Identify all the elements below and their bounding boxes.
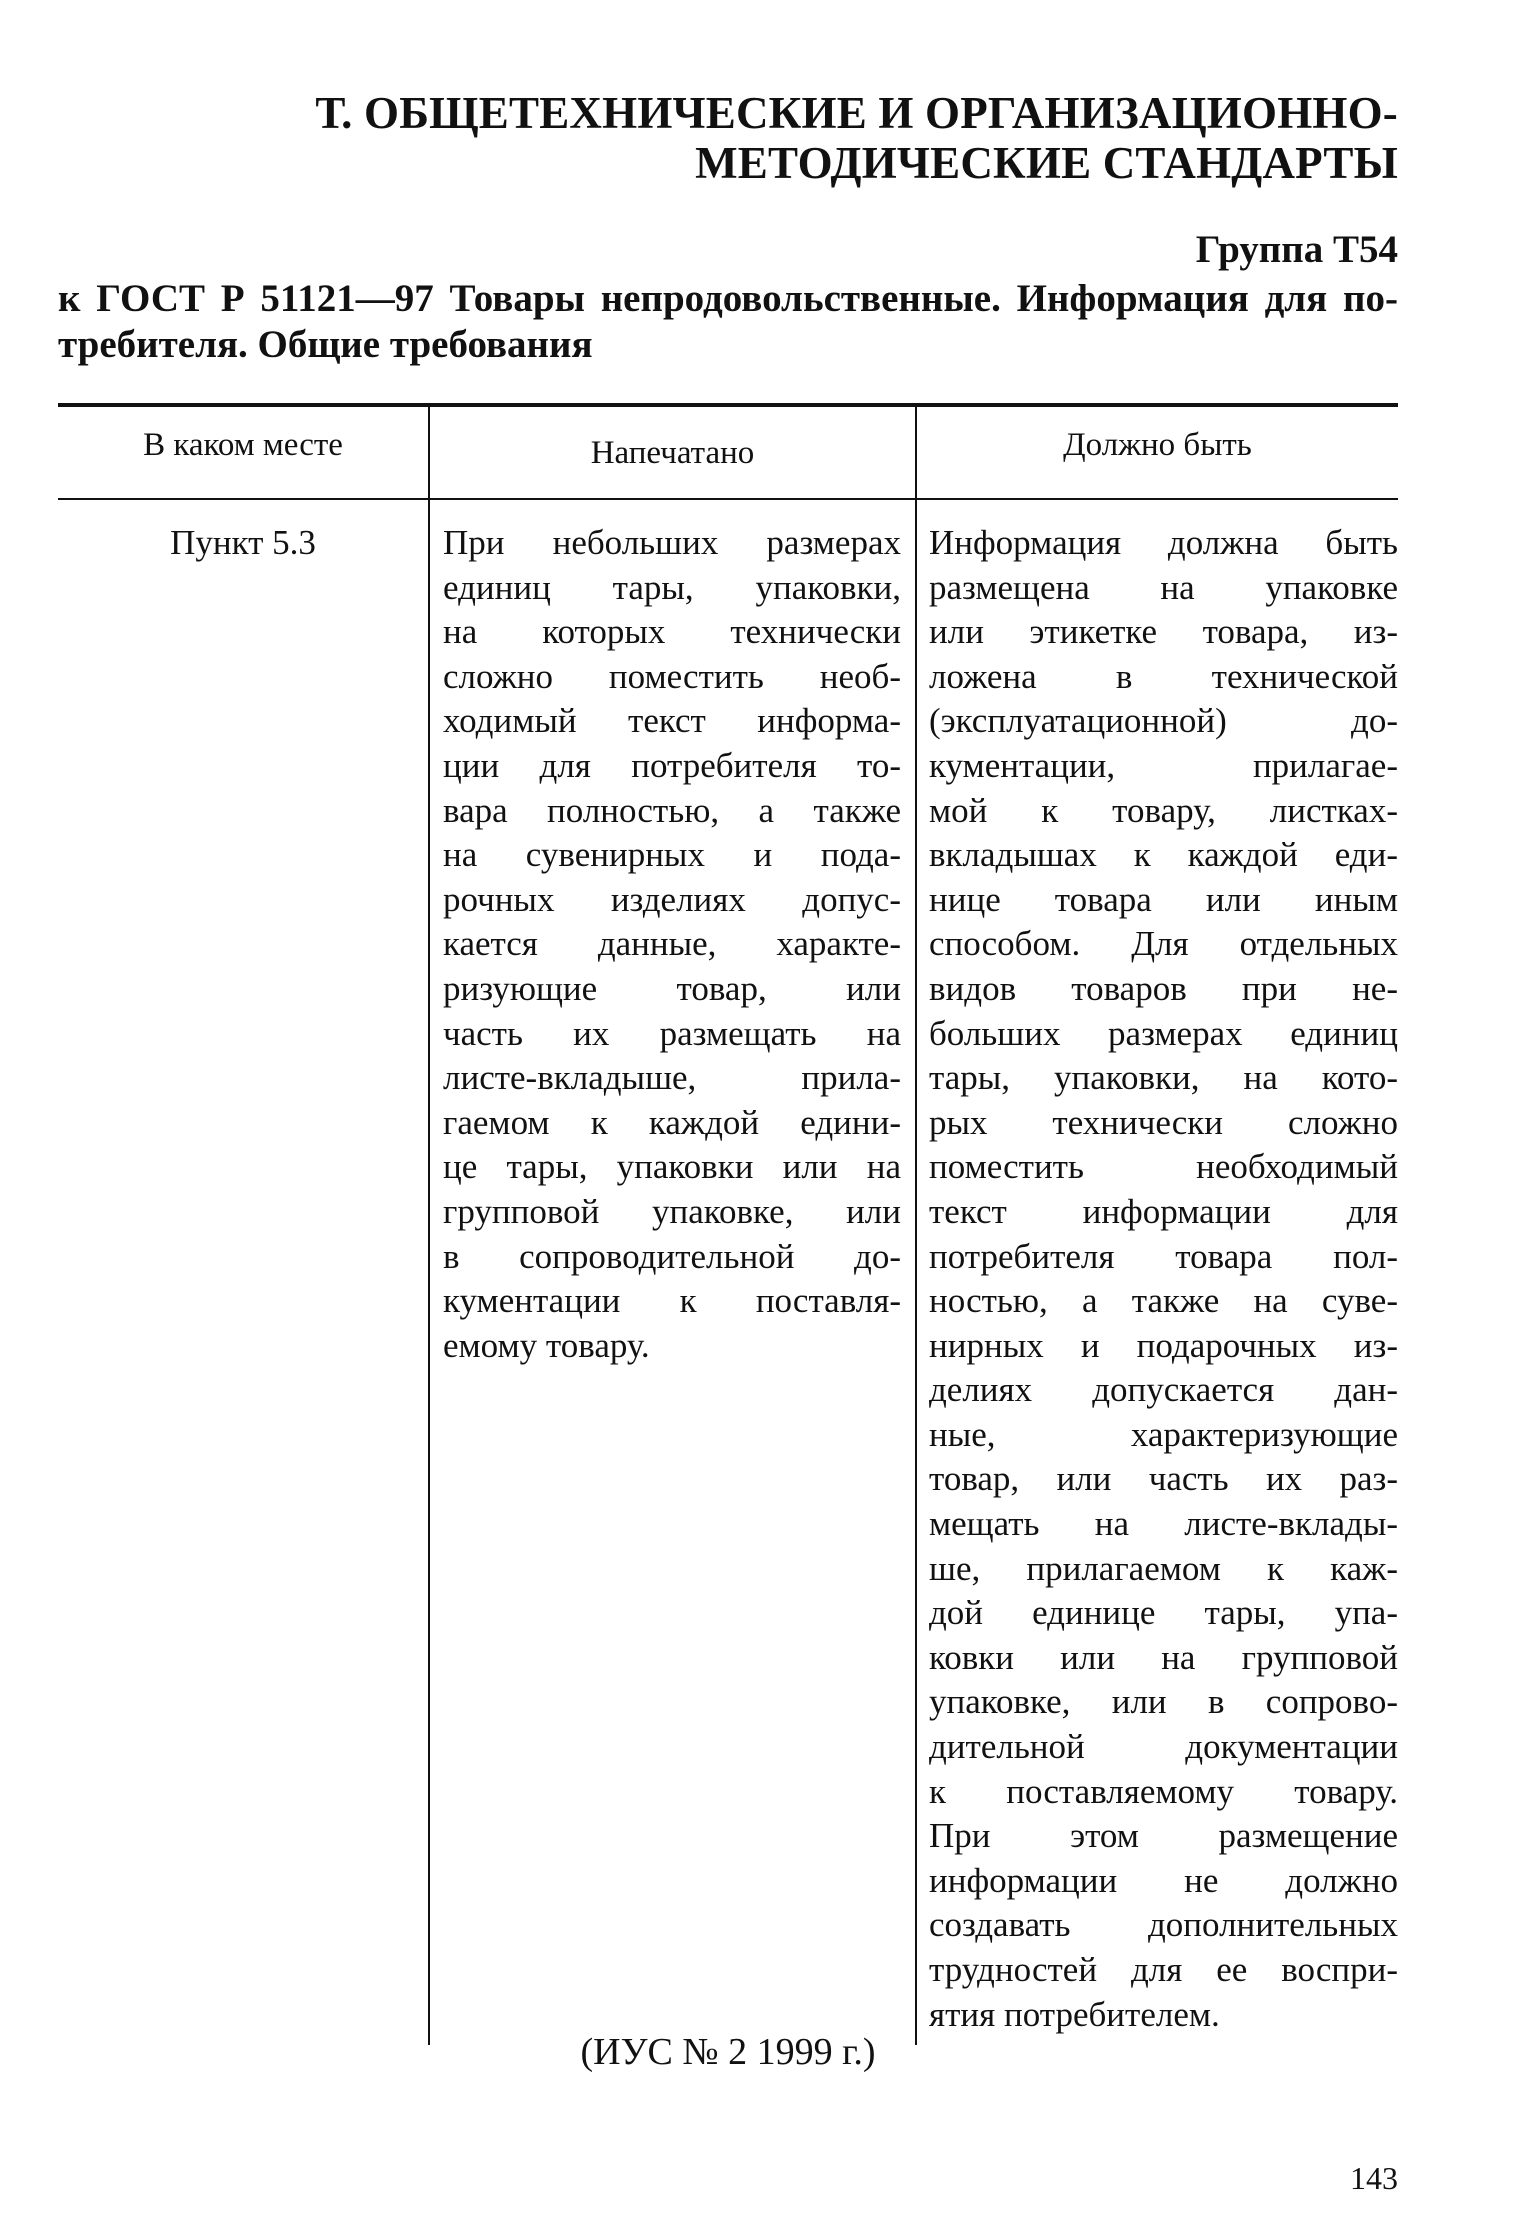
correct-text-line: ковки или на групповой (929, 1637, 1398, 1677)
table-header-rule (58, 498, 1398, 500)
correct-text-line: дой единице тары, упа- (929, 1593, 1398, 1633)
printed-text-line: на сувенирных и пода- (443, 835, 901, 875)
printed-text-line: гаемом к каждой едини- (443, 1102, 901, 1142)
printed-text-line: ции для потребителя то- (443, 745, 901, 785)
printed-text-line: це тары, упаковки или на (443, 1147, 901, 1187)
correct-text-line: дительной документации (929, 1727, 1398, 1767)
correct-text-line: тары, упаковки, на кото- (929, 1058, 1398, 1098)
correct-text-line: кументации, прилагае- (929, 745, 1398, 785)
correct-text-line: Информация должна быть (929, 523, 1398, 562)
correct-text-line: ностью, а также на суве- (929, 1281, 1398, 1321)
printed-text-line: на которых технически (443, 612, 901, 652)
cell-printed-text (443, 521, 901, 1368)
correct-text-line: вкладышах к каждой еди- (929, 835, 1398, 875)
source-reference: (ИУС № 2 1999 г.) (580, 2031, 876, 2073)
correct-text-line: информации не должно (929, 1860, 1398, 1900)
correct-text-line: к поставляемому товару. (929, 1771, 1398, 1811)
document-title-line-2: требителя. Общие требования (58, 323, 593, 366)
page-number: 143 (1350, 2160, 1398, 2196)
column-divider-1 (428, 405, 430, 2045)
section-heading-line-1: Т. ОБЩЕТЕХНИЧЕСКИЕ И ОРГАНИЗАЦИОННО- (315, 88, 1398, 138)
printed-text-line: листе-вкладыше, прила- (443, 1058, 901, 1098)
correct-text-line: поместить необходимый (929, 1147, 1398, 1187)
correct-text-line: делиях допускается дан- (929, 1370, 1398, 1410)
printed-text-line: сложно поместить необ- (443, 656, 901, 696)
printed-text-line: ходимый текст информа- (443, 701, 901, 741)
printed-text-line: единиц тары, упаковки, (443, 567, 901, 607)
cell-correct-text (929, 521, 1398, 2037)
correct-text-line: упаковке, или в сопрово- (929, 1682, 1398, 1722)
header-location: В каком месте (143, 427, 343, 463)
correct-text-line: ложена в технической (929, 656, 1398, 696)
section-heading (315, 88, 1398, 188)
document-title-line-1: к ГОСТ Р 51121—97 Товары непродовольственные. Информация для по- (58, 277, 1398, 320)
correct-text-line: текст информации для (929, 1191, 1398, 1231)
correct-text-line: или этикетке товара, из- (929, 612, 1398, 652)
column-divider-2 (915, 405, 917, 2045)
correct-text-line: потребителя товара пол- (929, 1236, 1398, 1276)
correct-text-line: ше, прилагаемом к каж- (929, 1548, 1398, 1588)
printed-text-line: рочных изделиях допус- (443, 879, 901, 919)
correct-text-line: ные, характеризующие (929, 1414, 1398, 1454)
correct-text-line: размещена на упаковке (929, 567, 1398, 607)
printed-text-line: ризующие товар, или (443, 968, 901, 1008)
printed-text-line: При небольших размерах (443, 523, 901, 562)
correct-text-line: видов товаров при не- (929, 968, 1398, 1008)
document-title (58, 276, 1398, 368)
correct-text-line: трудностей для ее воспри- (929, 1950, 1398, 1989)
correct-text-line: При этом размещение (929, 1816, 1398, 1856)
section-heading-line-2: МЕТОДИЧЕСКИЕ СТАНДАРТЫ (695, 138, 1398, 188)
correct-text-line: больших размерах единиц (929, 1013, 1398, 1053)
printed-text-line: часть их размещать на (443, 1013, 901, 1053)
printed-text-line: кументации к поставля- (443, 1281, 901, 1321)
correct-text-line: мещать на листе-вклады- (929, 1504, 1398, 1544)
group-label: Группа Т54 (1195, 228, 1398, 271)
header-correct: Должно быть (1063, 427, 1252, 463)
correct-text-line: товар, или часть их раз- (929, 1459, 1398, 1499)
correct-text-line: нирных и подарочных из- (929, 1325, 1398, 1365)
printed-text-line: емому товару. (443, 1325, 650, 1365)
correct-text-line: ятия потребителем. (929, 1994, 1220, 2034)
printed-text-line: в сопроводительной до- (443, 1236, 901, 1276)
printed-text-line: групповой упаковке, или (443, 1191, 901, 1231)
cell-location: Пункт 5.3 (170, 523, 316, 562)
document-page (58, 0, 1398, 2222)
correct-text-line: нице товара или иным (929, 879, 1398, 919)
correct-text-line: (эксплуатационной) до- (929, 701, 1398, 741)
printed-text-line: кается данные, характе- (443, 924, 901, 964)
correct-text-line: рых технически сложно (929, 1102, 1398, 1142)
printed-text-line: вара полностью, а также (443, 790, 901, 830)
header-printed: Напечатано (590, 435, 755, 471)
correct-text-line: мой к товару, листках- (929, 790, 1398, 830)
table-top-rule (58, 403, 1398, 407)
correct-text-line: способом. Для отдельных (929, 924, 1398, 964)
correct-text-line: создавать дополнительных (929, 1905, 1398, 1945)
